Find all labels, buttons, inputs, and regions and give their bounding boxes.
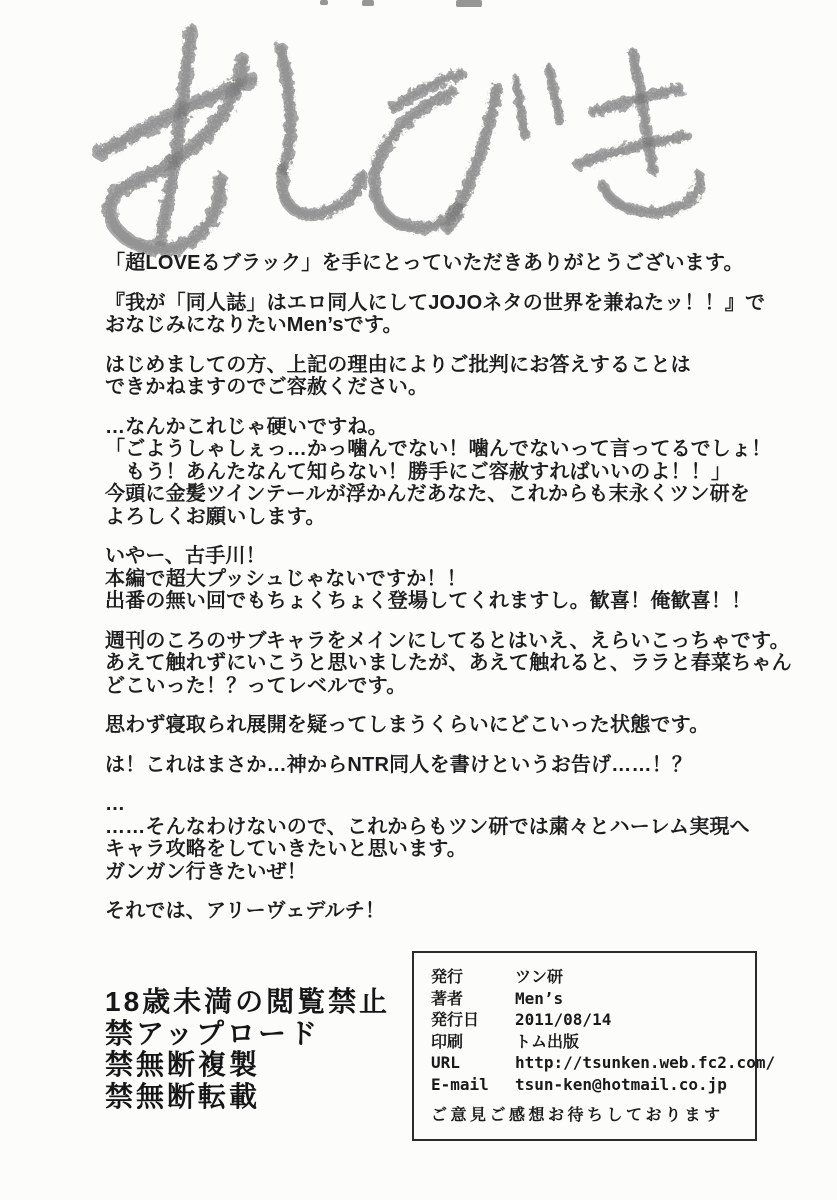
text-line: いやー、古手川！	[105, 545, 266, 567]
warning-line: 禁無断転載	[105, 1080, 261, 1112]
text-line: おなじみになりたいMen’sです。	[105, 314, 403, 336]
text-line: キャラ攻略をしていきたいと思います。	[105, 838, 467, 860]
afterword-paragraph	[105, 354, 821, 399]
colophon-row	[431, 1074, 745, 1096]
colophon-row	[431, 988, 745, 1010]
afterword-paragraph	[105, 252, 821, 275]
text-line: 『我が「同人誌」はエロ同人にしてJOJOネタの世界を兼ねたッ！！』で	[105, 291, 766, 314]
afterword-paragraph	[105, 545, 821, 613]
text-line: 今頭に金髪ツインテールが浮かんだあなた、これからも末永くツン研を	[105, 483, 750, 505]
colophon-label: 発行	[431, 967, 464, 986]
afterword-paragraph	[105, 630, 821, 698]
colophon-label: E-mail	[431, 1074, 489, 1094]
colophon-row	[431, 966, 745, 988]
colophon-label: 発行日	[431, 1010, 480, 1029]
text-line: どこいった！？ってレベルです。	[105, 674, 407, 697]
colophon-rows	[431, 966, 776, 1095]
colophon-row	[431, 1052, 776, 1074]
afterword-paragraph	[105, 793, 821, 883]
warning-line: 18歳未満の閲覧禁止	[105, 986, 391, 1017]
text-line: …	[105, 793, 126, 815]
colophon-row	[431, 1031, 745, 1053]
text-line: 週刊のころのサブキャラをメインにしてるとはいえ、えらいこっちゃです。	[105, 629, 790, 652]
text-line: それでは、アリーヴェデルチ！	[105, 900, 386, 922]
text-line: ……そんなわけないので、これからもツン研では粛々とハーレム実現へ	[105, 815, 750, 838]
text-line: 思わず寝取られ展開を疑ってしまうくらいにどこいった状態です。	[105, 714, 710, 736]
colophon-box	[412, 951, 776, 1141]
text-line: 「超LOVEるブラック」を手にとっていただきありがとうございます。	[105, 252, 744, 274]
text-line: 出番の無い回でもちょくちょく登場してくれますし。歓喜！俺歓喜！！	[105, 590, 752, 612]
colophon-label: 著者	[431, 988, 464, 1008]
colophon-value: 2011/08/14	[515, 1010, 612, 1029]
afterword-paragraph	[105, 900, 821, 923]
page-title	[0, 0, 837, 270]
colophon-value: http://tsunken.web.fc2.com/	[515, 1053, 776, 1072]
afterword-paragraph	[105, 416, 821, 529]
colophon-row	[431, 1009, 745, 1031]
text-line: できかねますのでご容赦ください。	[105, 376, 429, 398]
colophon-feedback-note: ご意見ご感想お待ちしております	[431, 1105, 724, 1124]
text-line: よろしくお願いします。	[105, 505, 326, 528]
text-line: あえて触れずにいこうと思いましたが、あえて触れると、ララと春菜ちゃん	[105, 652, 792, 674]
colophon-value: ツン研	[515, 967, 564, 986]
text-line: もう！あんたなんて知らない！勝手にご容赦すればいいのよ！！」	[105, 460, 732, 483]
text-line: …なんかこれじゃ硬いですね。	[105, 415, 388, 438]
text-line: ガンガン行きたいぜ！	[105, 860, 307, 883]
warning-line: 禁無断複製	[105, 1049, 261, 1080]
warning-line: 禁アップロード	[105, 1017, 321, 1049]
afterword-paragraph	[105, 714, 821, 737]
text-line: は！これはまさか…神からNTR同人を書けというお告げ……！？	[105, 753, 693, 776]
text-line: はじめましての方、上記の理由によりご批判にお答えすることは	[105, 353, 691, 376]
handwritten-title-art	[0, 0, 837, 270]
colophon-value: トム出版	[515, 1031, 580, 1051]
colophon-label: URL	[431, 1053, 460, 1072]
colophon-value: Men’s	[515, 988, 564, 1008]
text-line: 「ごようしゃしぇっ…かっ噛んでない！噛んでないって言ってるでしょ！	[105, 438, 772, 460]
afterword-paragraph	[105, 754, 821, 777]
content-warnings	[105, 986, 390, 1112]
colophon-label: 印刷	[431, 1031, 464, 1051]
colophon-value: tsun-ken@hotmail.co.jp	[515, 1074, 727, 1094]
text-line: 本編で超大プッシュじゃないですか！！	[105, 567, 467, 590]
afterword-body	[105, 252, 821, 940]
afterword-paragraph	[105, 292, 821, 337]
